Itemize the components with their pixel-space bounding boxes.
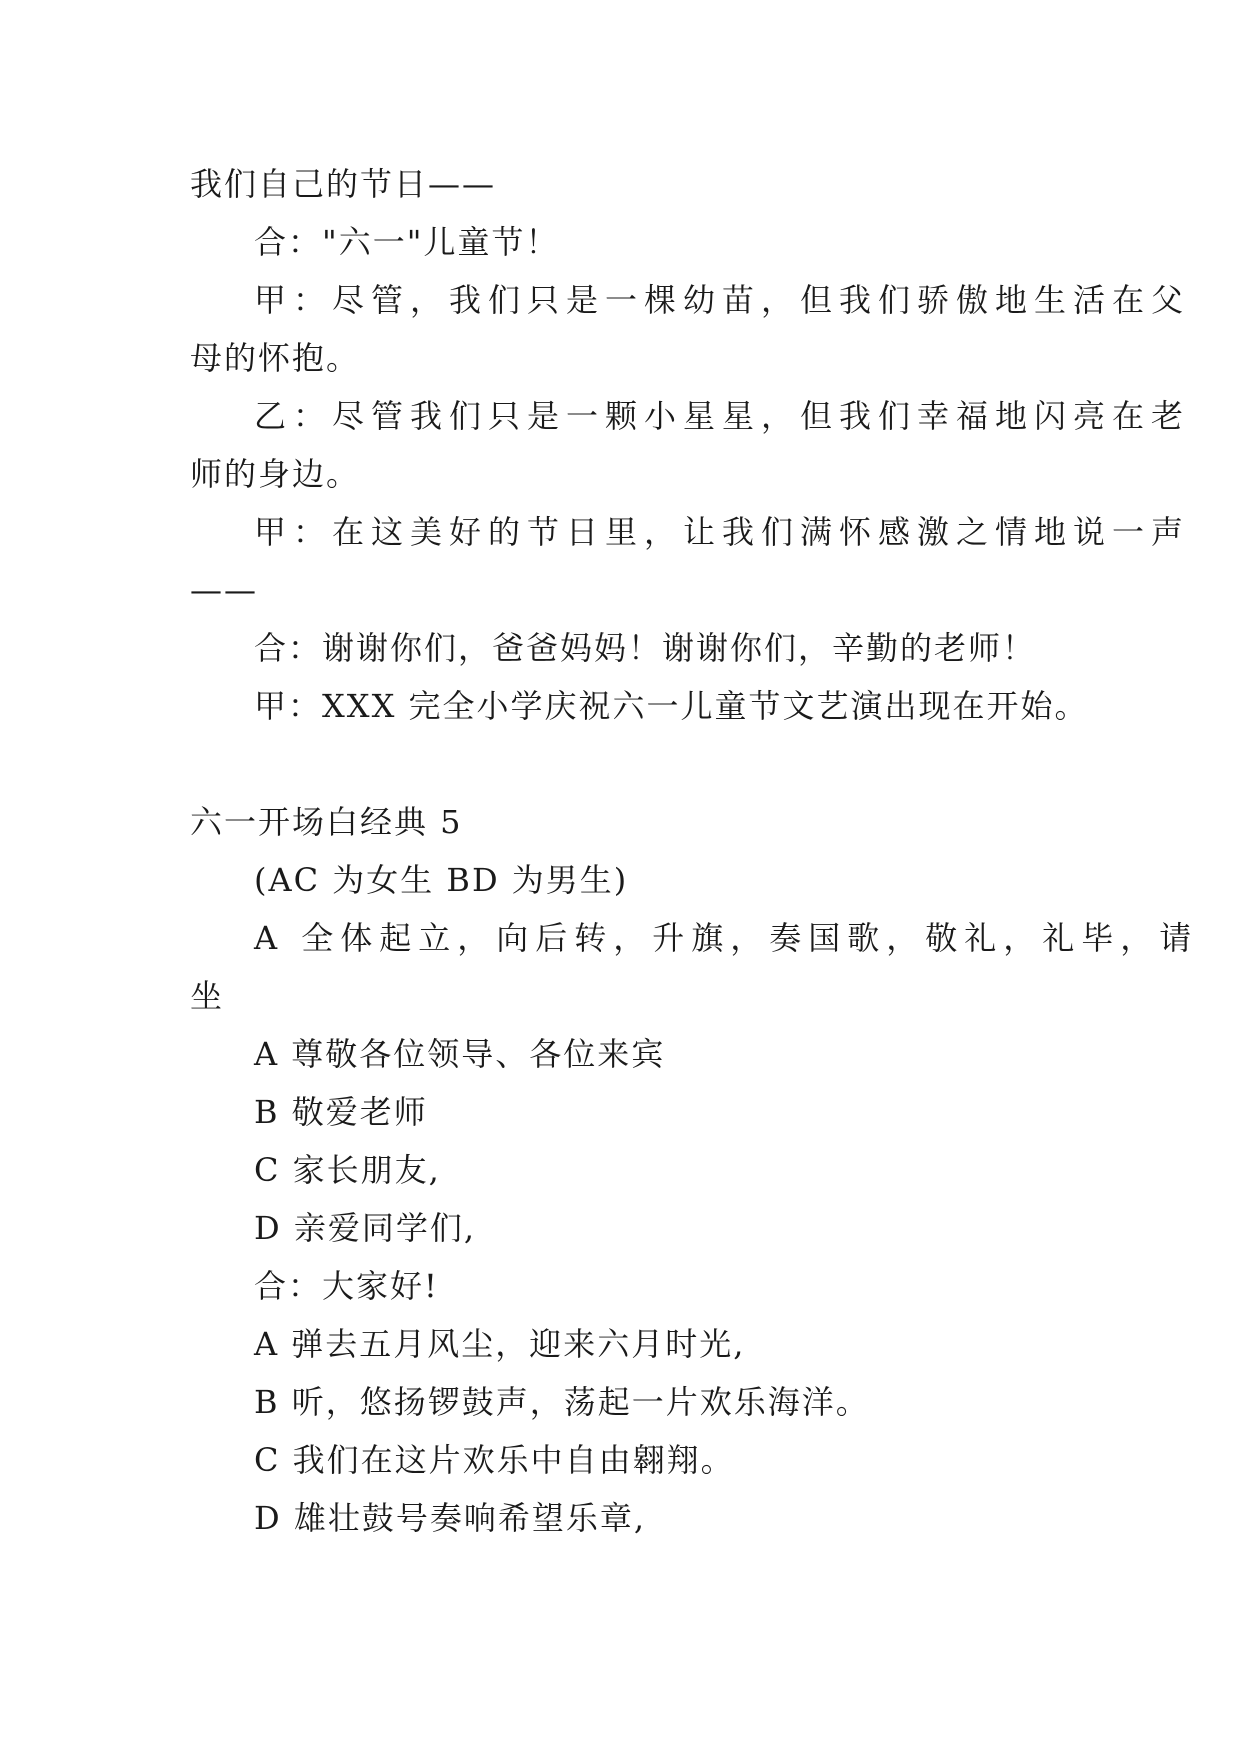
text-line: 合："六一"儿童节！ (254, 223, 560, 261)
text-line: 母的怀抱。 (190, 339, 361, 377)
text-line: B 敬爱老师 (254, 1093, 428, 1131)
text-line: 乙：尽管我们只是一颗小星星，但我们幸福地闪亮在老 (254, 397, 1191, 435)
text-line: A 尊敬各位领导、各位来宾 (254, 1035, 666, 1073)
text-line: A 全体起立，向后转，升旗，奏国歌，敬礼，礼毕，请 (254, 919, 1199, 957)
text-line: 我们自己的节日—— (190, 165, 497, 203)
text-line: C 家长朋友, (254, 1151, 441, 1189)
text-line: 合：谢谢你们，爸爸妈妈！谢谢你们，辛勤的老师！ (254, 629, 1037, 667)
text-line: 甲：XXX 完全小学庆祝六一儿童节文艺演出现在开始。 (254, 687, 1089, 725)
text-line: A 弹去五月风尘，迎来六月时光, (254, 1325, 746, 1363)
text-line: 坐 (190, 977, 225, 1015)
text-line: 甲：尽管，我们只是一棵幼苗，但我们骄傲地生活在父 (254, 281, 1191, 319)
text-line: (AC 为女生 BD 为男生) (254, 861, 629, 899)
text-line: B 听，悠扬锣鼓声，荡起一片欢乐海洋。 (254, 1383, 870, 1421)
text-line: D 雄壮鼓号奏响希望乐章, (254, 1499, 647, 1537)
text-line: 甲：在这美好的节日里，让我们满怀感激之情地说一声 (254, 513, 1191, 551)
text-line: 师的身边。 (190, 455, 361, 493)
text-line: C 我们在这片欢乐中自由翱翔。 (254, 1441, 735, 1479)
section-title: 六一开场白经典 5 (190, 803, 463, 841)
text-line: D 亲爱同学们, (254, 1209, 477, 1247)
text-line: 合：大家好! (254, 1267, 439, 1305)
text-line: —— (190, 571, 258, 609)
